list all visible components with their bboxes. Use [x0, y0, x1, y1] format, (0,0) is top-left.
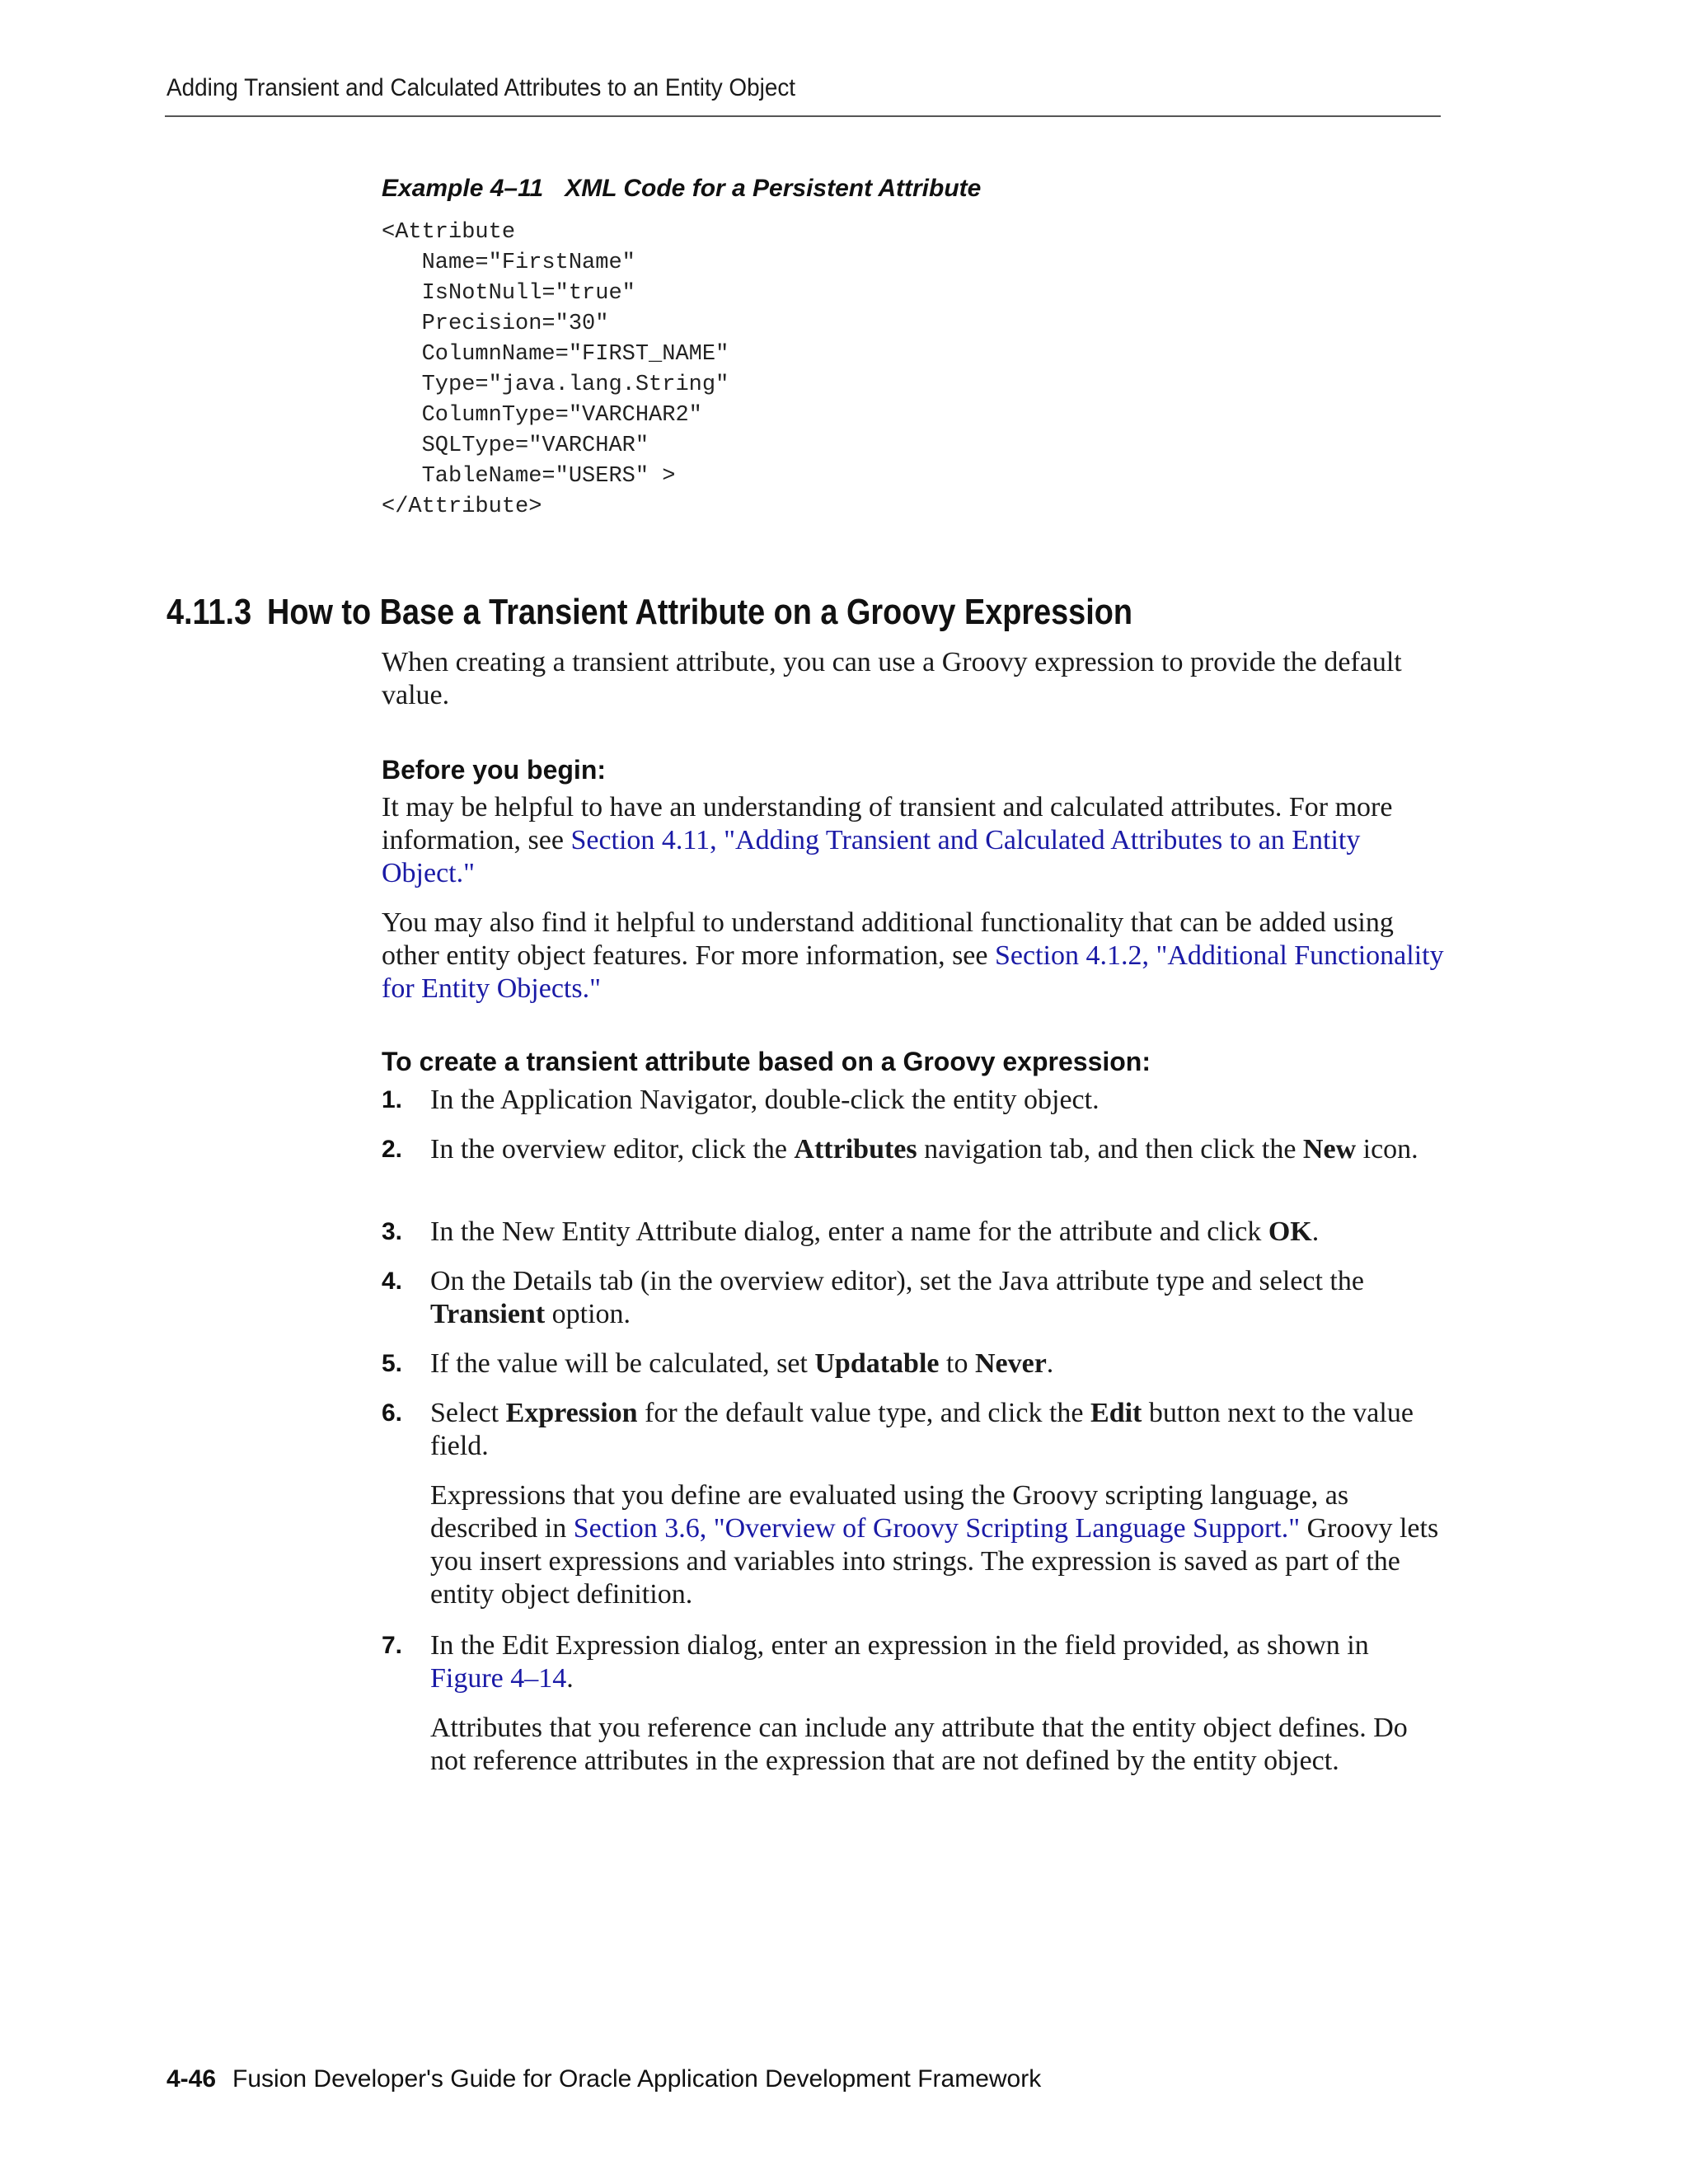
step-text: In the Application Navigator, double-click the entity object.	[430, 1085, 1100, 1115]
code-example: <Attribute Name="FirstName" IsNotNull="true" Precision="30" ColumnName="FIRST_NAME" Type="java.lang.String" ColumnType="VARCHAR2" SQLType="VARCHAR" TableName="USERS" > </Attribute>	[382, 220, 729, 519]
example-caption	[382, 175, 981, 203]
step-text: Select Expression for the default value type, and click the Edit button next to the value field.	[430, 1398, 1414, 1461]
section-intro: When creating a transient attribute, you can use a Groovy expression to provide the default value.	[382, 647, 1402, 710]
step-number: 5.	[382, 1350, 403, 1377]
step-text: In the New Entity Attribute dialog, enter a name for the attribute and click OK.	[430, 1216, 1320, 1247]
page-footer	[166, 2065, 1041, 2093]
example-title: XML Code for a Persistent Attribute	[565, 175, 982, 202]
running-header: Adding Transient and Calculated Attributes to an Entity Object	[166, 74, 796, 101]
section-title: How to Base a Transient Attribute on a Groovy Expression	[267, 592, 1132, 632]
step-text: On the Details tab (in the overview editor), set the Java attribute type and select the Transient option.	[430, 1266, 1364, 1329]
paragraph-text: It may be helpful to have an understanding of transient and calculated attributes. For more information, see	[382, 792, 1393, 855]
step-text: In the Edit Expression dialog, enter an expression in the field provided, as shown in Figure 4–14.	[430, 1630, 1369, 1694]
step-text: In the overview editor, click the Attributes navigation tab, and then click the New icon.	[430, 1134, 1418, 1165]
before-you-begin-paragraph-1	[382, 791, 1445, 890]
step-number: 7.	[382, 1632, 403, 1659]
before-you-begin-heading: Before you begin:	[382, 755, 607, 785]
section-number: 4.11.3	[166, 592, 252, 632]
figure-link[interactable]: Figure 4–14	[430, 1663, 567, 1694]
step-number: 1.	[382, 1086, 403, 1113]
cross-reference-link[interactable]: Section 3.6, "Overview of Groovy Scripting Language Support."	[573, 1513, 1301, 1544]
example-number: Example 4–11	[382, 175, 544, 202]
procedure-heading: To create a transient attribute based on a Groovy expression:	[382, 1047, 1151, 1076]
book-title: Fusion Developer's Guide for Oracle Application Development Framework	[232, 2065, 1042, 2093]
step-text: If the value will be calculated, set Updatable to Never.	[430, 1348, 1054, 1379]
step-number: 4.	[382, 1268, 403, 1295]
section-heading	[166, 592, 1132, 633]
before-you-begin-paragraph-2	[382, 907, 1445, 1005]
step-6-note: Expressions that you define are evaluated using the Groovy scripting language, as described in Section 3.6, "Overview of Groovy Scripting Language Support." Groovy lets you insert expressions and variables into strings. The expression is saved as part of the entity object definition.	[430, 1480, 1439, 1610]
step-number: 2.	[382, 1136, 403, 1163]
cross-reference-link[interactable]: Section 4.11, "Adding Transient and Calculated Attributes to an Entity Object."	[382, 825, 1361, 888]
step-7-note: Attributes that you reference can include any attribute that the entity object defines. Do not reference attributes in the expression that are not defined by the entity object.	[430, 1713, 1408, 1776]
step-number: 3.	[382, 1218, 403, 1245]
cross-reference-link[interactable]: Section 4.1.2, "Additional Functionality for Entity Objects."	[382, 940, 1444, 1004]
header-rule	[165, 115, 1441, 117]
paragraph-text: You may also find it helpful to understand additional functionality that can be added using other entity object features. For more information, see	[382, 907, 1394, 971]
step-number: 6.	[382, 1399, 403, 1427]
page-number: 4-46	[166, 2065, 217, 2093]
